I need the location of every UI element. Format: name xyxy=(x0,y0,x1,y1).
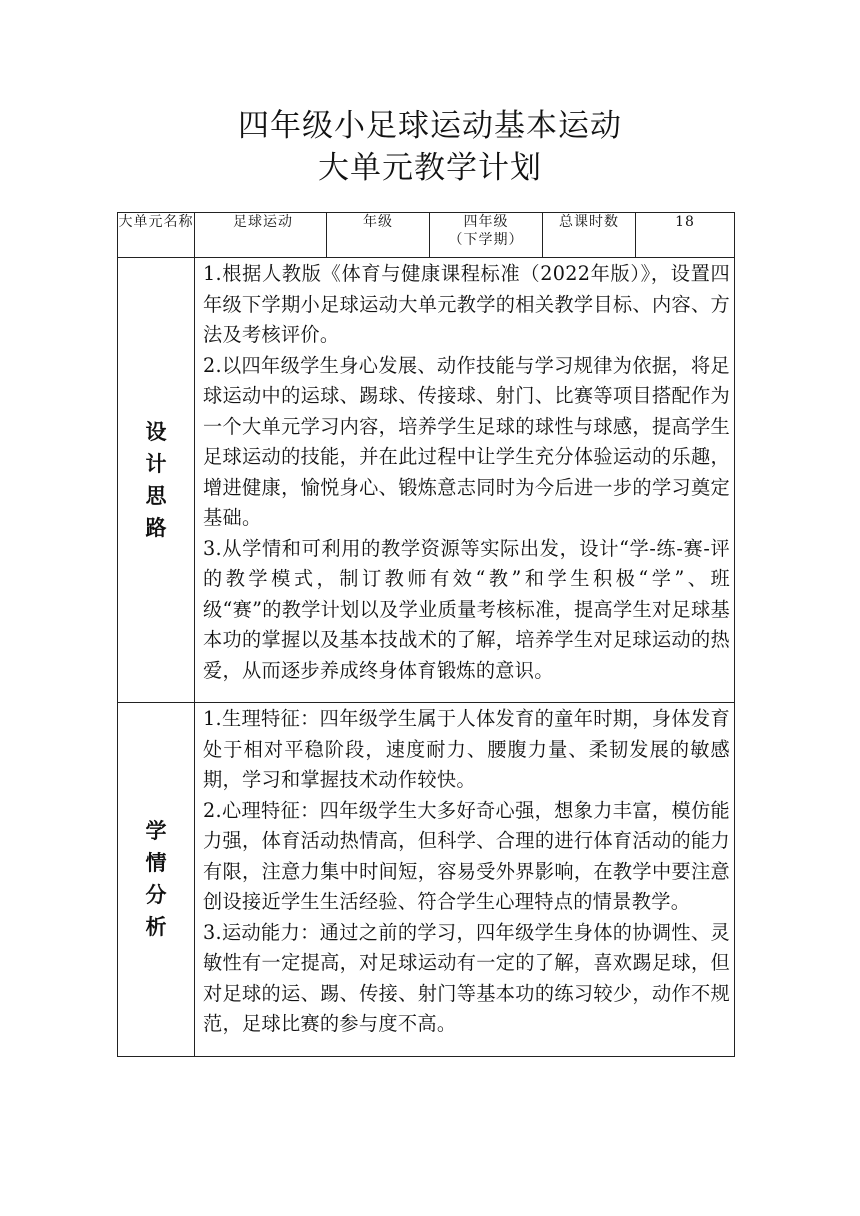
header-row xyxy=(118,213,735,258)
design-label xyxy=(118,258,195,703)
design-label-char: 设 xyxy=(145,420,167,444)
unit-name-value: 足球运动 xyxy=(195,213,327,258)
analysis-paragraph: 2.心理特征：四年级学生大多好奇心强，想象力丰富，模仿能力强，体育活动热情高，但科学、合理的进行体育活动的能力有限，注意力集中时间短，容易受外界影响，在教学中要注意创设接近学生生活经验、符合学生心理特点的情景教学。 xyxy=(203,798,730,913)
unit-name-label: 大单元名称 xyxy=(118,213,195,258)
analysis-label-char: 分 xyxy=(145,883,167,908)
grade-value-line2: （下学期） xyxy=(448,232,524,248)
design-paragraph: 3.从学情和可利用的教学资源等实际出发，设计“学-练-赛-评的教学模式，制订教师有效“教”和学生积极“学”、班级“赛”的教学计划以及学业质量考核标准，提高学生对足球基本功的掌握以及基本技战术的了解，培养学生对足球运动的热爱，从而逐步养成终身体育锻炼的意识。 xyxy=(203,536,730,682)
document-title-line2: 大单元教学计划 xyxy=(318,150,542,186)
analysis-label-char: 学 xyxy=(145,819,167,844)
analysis-label-char: 析 xyxy=(145,915,167,940)
design-row xyxy=(118,258,735,703)
grade-value-line1: 四年级 xyxy=(463,214,509,230)
analysis-content xyxy=(195,703,735,1057)
analysis-paragraph: 3.运动能力：通过之前的学习，四年级学生身体的协调性、灵敏性有一定提高，对足球运动有一定的了解，喜欢踢足球，但对足球的运、踢、传接、射门等基本功的练习较少，动作不规范，足球比赛的参与度不高。 xyxy=(203,920,730,1035)
grade-label: 年级 xyxy=(327,213,430,258)
design-label-char: 计 xyxy=(145,452,167,476)
analysis-label-char: 情 xyxy=(145,851,167,876)
design-content xyxy=(195,258,735,703)
unit-plan-table xyxy=(117,212,735,1057)
design-label-char: 思 xyxy=(145,484,167,508)
design-paragraph: 1.根据人教版《体育与健康课程标准（2022年版）》，设置四年级下学期小足球运动大单元教学的相关教学目标、内容、方法及考核评价。 xyxy=(203,262,730,346)
document-title-line1: 四年级小足球运动基本运动 xyxy=(238,108,622,144)
total-hours-value: 18 xyxy=(636,213,735,258)
analysis-label xyxy=(118,703,195,1057)
total-hours-label: 总课时数 xyxy=(543,213,636,258)
analysis-row xyxy=(118,703,735,1057)
grade-value xyxy=(430,213,543,258)
analysis-paragraph: 1.生理特征：四年级学生属于人体发育的童年时期，身体发育处于相对平稳阶段，速度耐力、腰腹力量、柔韧发展的敏感期，学习和掌握技术动作较快。 xyxy=(203,707,730,791)
design-label-char: 路 xyxy=(145,516,167,540)
design-paragraph: 2.以四年级学生身心发展、动作技能与学习规律为依据，将足球运动中的运球、踢球、传接球、射门、比赛等项目搭配作为一个大单元学习内容，培养学生足球的球性与球感，提高学生足球运动的技能，并在此过程中让学生充分体验运动的乐趣，增进健康，愉悦身心、锻炼意志同时为今后进一步的学习奠定基础。 xyxy=(203,353,730,529)
